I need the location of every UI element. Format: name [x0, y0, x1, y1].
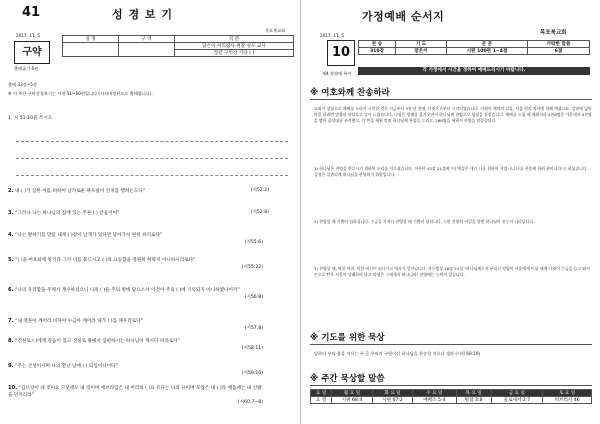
name-header: 성 명 — [63, 36, 119, 43]
weekly-verse-mon: 시편 68:4 — [332, 397, 373, 404]
question-9: 9. “주는 산성이시며 나의 환난 날에 ( ) 되심이니이다” (시59:16) — [8, 363, 263, 376]
page-title: 성 경 보 기 — [112, 8, 173, 21]
district-cell[interactable] — [119, 43, 175, 57]
prayer-header: 기 도 — [396, 41, 447, 48]
question-8: 8. “진실로 ( )에게 갚음이 있고 진실로 땅에서 심판하시는 하나님이 계시다 하리로다” (시58:11) — [8, 338, 263, 351]
prayer-text: 당하다 우리 함을 지시는 주 곧 우리의 구원이신 하나님을 찬송할 지로다 셀라 (시편 68:19) — [314, 351, 481, 356]
weekly-header-thu: 목 요 일 — [456, 390, 491, 397]
question-10: 10. “김르앗이 내 것이요 므낫세도 내 것이며 에브라임은 내 머리의 ( )요 유다는 나의 규이며 모압은 내 ( )라 에돔에는 내 신발을 던지리라” (시60:7~8) — [8, 385, 263, 405]
praise-intro: 교회가 창립으로 예배를 드리기 시작한 것은 지금부터 3천 년 전에, 다윗으로부터 시작되었습니다. 다윗이 계약의 일을, 사울 형의 치사에 의해 계셨고요. 강점에 넣어야을 하려면 말씀과 찬양으로 감사 드렸습니다. 다윗은 법궤를 옮기오면서 하나님께 찬양으로 영광을 돌렸습니다. 예배를 드릴 때 레위지파 4천8명은 가운데서 4천명을 뽑아 음악대를 조직했고, 각 반을 세워 말씀 하나님께 찬양을 드리고, 288명을 세워서 찬양을 맡겼습니다. — [314, 106, 592, 123]
question-4: 4. “나는 발하기를 만일 내게 ( )같이 날개가 있다면 날아가서 편히 쉬리로다” (시55:6) — [8, 232, 263, 245]
district-header: 구 역 — [119, 36, 175, 43]
hymn-value: 310장 — [359, 48, 396, 55]
answer-line[interactable] — [16, 158, 288, 159]
question-6: 6. “나의 유리함을 주께서 계수하셨으니 나의 ( )을 주의 병에 담으소서 이것이 주의 ( )에 기록되지 아니하였나이까” (시56:8) — [8, 287, 263, 300]
notice-bar: 각 가정에서 시간을 정하여 예배드리시기 바랍니다. — [358, 67, 590, 75]
date: 2017. 11. 5 — [16, 33, 40, 38]
side-label: 출애 33장~5장 — [8, 82, 38, 87]
worship-title: 가정예배 순서지 — [362, 10, 445, 23]
divider — [310, 385, 592, 386]
right-side-label: 제4 장월에 특자 — [322, 71, 352, 76]
answer-line[interactable] — [16, 141, 288, 142]
weekly-verse-wed: 예베소 5:4 — [413, 397, 456, 404]
section-weekly-title: ※ 주간 묵상할 말씀 — [310, 374, 385, 384]
question-2: 2. 내 ( )가 심한 이를 비하여 날카로운 하도살이 안치를 행하는도다” (시52:2) — [8, 188, 269, 194]
praise-point-1: 1) 하나님은 찬양을 받으시기 위하여 우리를 지으셨습니다. 이사야 43장 21절에 "이 백성은 내가 나를 위하여 지었나니 나를 찬송케 하려 함이니라"고 하셨습니다. 성경은 일관되게 하나님을 찬양하기 위함입니다. — [314, 166, 588, 177]
position-option-1[interactable]: 담은이 서리집사 권찰 성도 교사 — [175, 43, 294, 50]
scripture-header: 본 문 — [447, 41, 528, 48]
divider — [310, 344, 592, 345]
book-subtitle: 출애굽기·6권 — [14, 66, 39, 71]
divider — [310, 99, 592, 100]
church-name: 목포북교회 — [265, 28, 286, 33]
worship-number: 10 — [327, 40, 355, 66]
worship-order-table — [358, 40, 590, 55]
issue-number: 41 — [22, 5, 41, 20]
weekly-verse-sat: 히브리서 46 — [543, 397, 592, 404]
weekly-header-wed: 수 요 일 — [413, 390, 456, 397]
old-testament-badge: 구약 — [14, 41, 50, 64]
weekly-verse-label: 요 절 — [311, 397, 332, 404]
praise-point-2: 2) 찬양할 때 기쁨이 임하십니다. 수금을 가져다 찬양할 때 기쁨이 넘칩니다. 시편 찬양의 비밀을 알면 하나님의 권능이 나타납니다. — [314, 219, 535, 224]
recitation-value: 6절 — [528, 48, 590, 55]
member-info-table — [62, 35, 294, 57]
position-header: 직 분 — [175, 36, 294, 43]
question-1: 1. 시 51:10을 쓰시오. — [8, 116, 54, 121]
weekly-verse-table — [310, 389, 592, 404]
weekly-verse-thu: 빌립 3:8 — [456, 397, 491, 404]
instruction: ※ 이 주간 구약성경보기는 시편 51~60편입니다 (저자내정된으로 출애합니다). — [8, 91, 153, 96]
scripture-value: 시편 100편 1~4절 — [447, 48, 528, 55]
hymn-header: 찬 송 — [359, 41, 396, 48]
right-page — [300, 0, 600, 424]
question-3: 3. “그러나 나는 하나님의 집에 있는 푸른 ( ) 같음이여” (시52:8) — [8, 210, 269, 216]
right-church-name: 목포북교회 — [540, 30, 567, 36]
question-7: 7. “내 영혼아 깨어라 비파야 수금아 깨어라 내가 ( )를 깨우리로다” (시57:8) — [8, 318, 263, 331]
prayer-value: 맡은이 — [396, 48, 447, 55]
question-5: 5. “( )을 여호와께 맡기라 그가 너를 붙드시고 ( )의 요동함을 영원히 허락지 아니하시리로다” (시55:22) — [8, 257, 263, 270]
weekly-verse-tue: 시편 67:2 — [372, 397, 413, 404]
weekly-verse-fri: 골로새서 2:7 — [491, 397, 543, 404]
praise-point-3: 3) 찬양할 때, 악한 마귀, 악한 귀신이 떠나가고 역사가 일어납니다. 사무엘상 16장 23절 "하나님께로서 부리신 악령이 사울에게 이를 때에 다윗이 수금을 들고 와서 손으로 탄즉 사울이 상쾌하여 낫고 악령은 그에게서 떠나니라" 찬양에는 능력이 있습니다. — [314, 266, 590, 277]
right-date: 2017. 11. 5 — [320, 33, 344, 38]
weekly-header-tue: 화 요 일 — [372, 390, 413, 397]
position-option-2[interactable]: 장년 구역장 기타 ( ) — [175, 50, 294, 57]
name-cell[interactable] — [63, 43, 119, 57]
section-praise-title: ※ 여호와께 찬송하라 — [310, 88, 390, 98]
weekly-header-fri: 금 요 일 — [491, 390, 543, 397]
weekly-header-mon: 월 요 일 — [332, 390, 373, 397]
weekly-header-day: 요 일 — [311, 390, 332, 397]
weekly-header-sat: 토 요 일 — [543, 390, 592, 397]
recitation-header: 가락한 말씀 — [528, 41, 590, 48]
section-prayer-title: ※ 기도를 위한 묵상 — [310, 333, 385, 343]
answer-line[interactable] — [16, 175, 288, 176]
